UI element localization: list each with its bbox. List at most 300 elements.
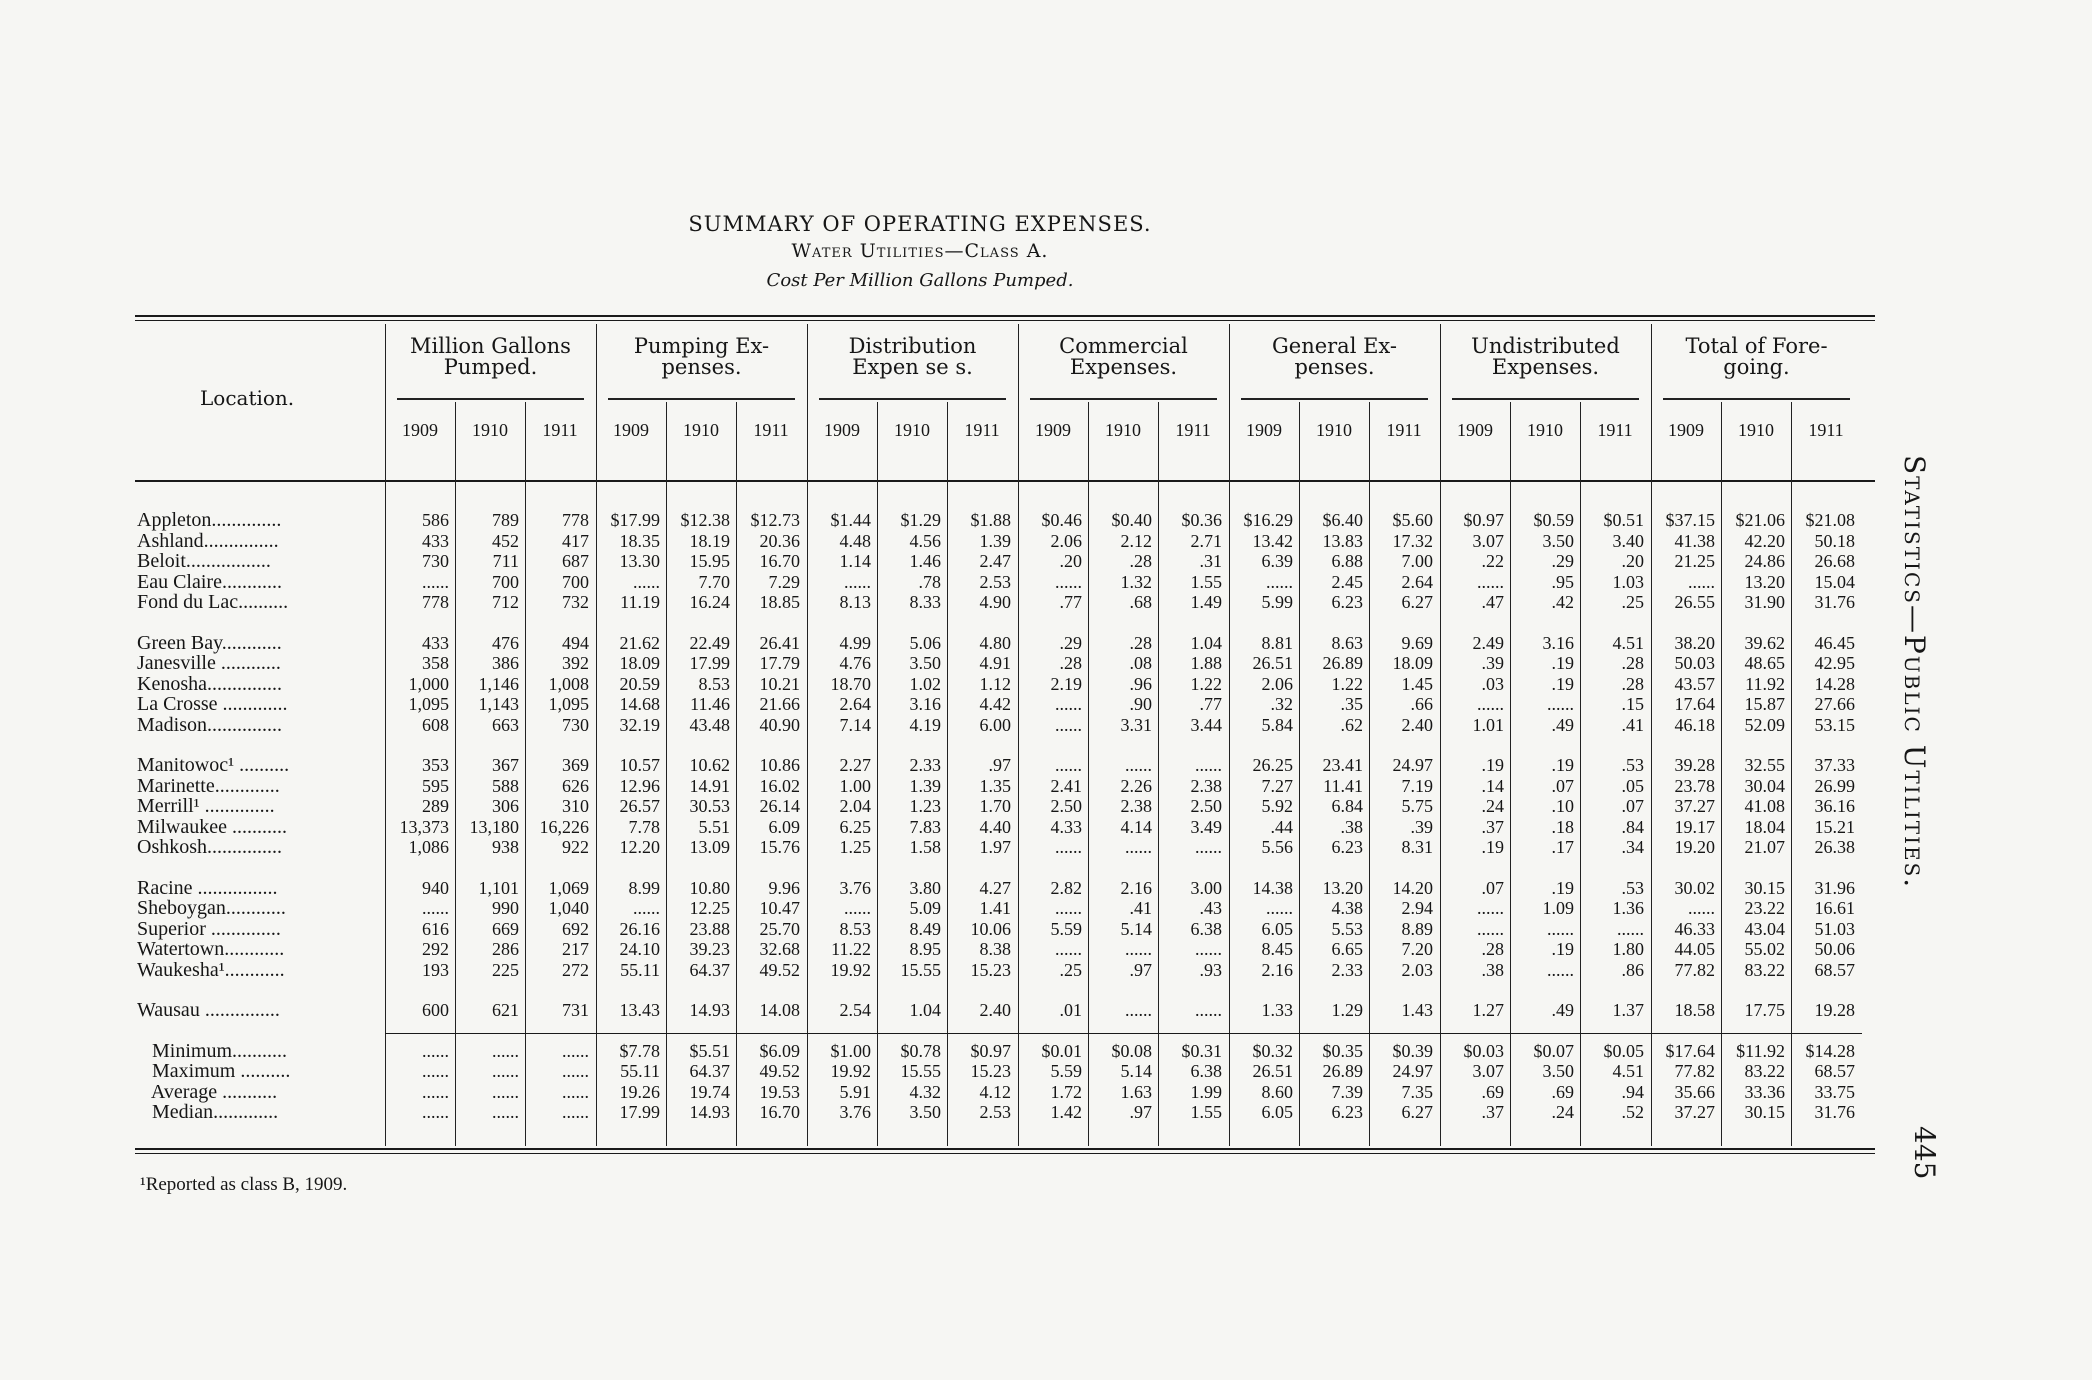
table-cell: 39.23 — [689, 939, 730, 959]
table-caption: Cost Per Million Gallons Pumped. — [766, 270, 1074, 291]
table-cell: .78 — [918, 571, 941, 592]
table-cell: 8.99 — [628, 877, 660, 898]
table-cell: 19.20 — [1674, 837, 1715, 857]
table-cell: 5.84 — [1261, 714, 1293, 735]
table-cell: 3.00 — [1190, 877, 1222, 898]
year-header: 1910 — [683, 420, 719, 440]
table-cell: .01 — [1059, 1000, 1082, 1020]
table-cell: 40.90 — [759, 714, 800, 735]
table-cell: 6.25 — [839, 816, 871, 837]
table-cell: 700 — [562, 571, 589, 592]
table-cell: .05 — [1621, 775, 1644, 796]
year-divider-line — [819, 398, 1006, 400]
table-cell: 7.35 — [1401, 1081, 1433, 1102]
table-cell: 1.80 — [1612, 939, 1644, 959]
table-cell: 1,069 — [548, 877, 589, 898]
table-cell: 2.06 — [1050, 530, 1082, 551]
table-cell: 13.83 — [1322, 530, 1363, 551]
year-column-divider — [1580, 402, 1581, 1146]
page-number: 445 — [1908, 1126, 1941, 1180]
table-cell: 14.93 — [689, 1102, 730, 1122]
table-cell: 12.20 — [619, 837, 660, 857]
table-cell: 669 — [492, 918, 519, 939]
table-cell: 392 — [562, 653, 589, 673]
table-cell: .19 — [1551, 653, 1574, 673]
year-header: 1911 — [1386, 420, 1422, 440]
table-cell: ...... — [1477, 918, 1504, 939]
table-cell: 8.63 — [1331, 632, 1363, 653]
table-cell: 2.12 — [1120, 530, 1152, 551]
table-cell: $16.29 — [1243, 510, 1293, 530]
table-cell: 46.45 — [1814, 632, 1855, 653]
table-cell: 711 — [492, 551, 519, 571]
table-cell: 18.19 — [689, 530, 730, 551]
table-cell: 1.58 — [909, 837, 941, 857]
table-cell: 353 — [422, 755, 449, 775]
table-cell: 1,000 — [408, 673, 449, 694]
table-cell: $37.15 — [1665, 510, 1715, 530]
table-cell: 26.99 — [1814, 775, 1855, 796]
table-cell: 8.31 — [1401, 837, 1433, 857]
table-cell: ...... — [1477, 898, 1504, 918]
table-cell: 15.04 — [1814, 571, 1855, 592]
table-cell: ...... — [1547, 959, 1574, 980]
table-cell: 68.57 — [1814, 959, 1855, 980]
table-cell: .20 — [1059, 551, 1082, 571]
column-group-header — [1445, 336, 1646, 378]
table-cell: 3.50 — [1542, 1061, 1574, 1081]
table-cell: .41 — [1621, 714, 1644, 735]
table-cell: 19.26 — [619, 1081, 660, 1102]
table-cell: 8.13 — [839, 592, 871, 612]
location-name: Ashland............... — [137, 529, 279, 552]
table-cell: 55.02 — [1744, 939, 1785, 959]
table-cell: 2.41 — [1050, 775, 1082, 796]
table-cell: 4.48 — [839, 530, 871, 551]
table-cell: 16.70 — [759, 551, 800, 571]
table-cell: $0.07 — [1533, 1040, 1574, 1061]
table-cell: .95 — [1551, 571, 1574, 592]
table-cell: 19.28 — [1814, 1000, 1855, 1020]
table-cell: 6.65 — [1331, 939, 1363, 959]
group-header-line: penses. — [1294, 355, 1375, 379]
table-cell: 1.04 — [909, 1000, 941, 1020]
table-cell: $0.32 — [1252, 1040, 1293, 1061]
summary-rule — [385, 1033, 1862, 1034]
table-cell: 16.70 — [759, 1102, 800, 1122]
table-cell: 8.38 — [979, 939, 1011, 959]
year-column-divider — [1299, 402, 1300, 1146]
table-cell: .19 — [1551, 673, 1574, 694]
table-cell: ...... — [1617, 918, 1644, 939]
table-cell: 1.36 — [1612, 898, 1644, 918]
table-cell: .28 — [1481, 939, 1504, 959]
year-header: 1909 — [613, 420, 649, 440]
table-cell: 24.86 — [1744, 551, 1785, 571]
table-cell: $5.51 — [689, 1040, 730, 1061]
table-cell: .44 — [1270, 816, 1293, 837]
table-cell: 8.60 — [1261, 1081, 1293, 1102]
table-cell: 4.32 — [909, 1081, 941, 1102]
table-cell: 1.45 — [1401, 673, 1433, 694]
table-cell: ...... — [1055, 939, 1082, 959]
group-divider — [807, 324, 808, 1146]
table-cell: .19 — [1551, 755, 1574, 775]
table-cell: 2.64 — [1401, 571, 1433, 592]
table-cell: .49 — [1551, 714, 1574, 735]
table-cell: 3.31 — [1120, 714, 1152, 735]
table-cell: 6.05 — [1261, 918, 1293, 939]
location-name: Racine ................ — [137, 876, 278, 899]
table-cell: $0.39 — [1392, 1040, 1433, 1061]
location-name: Watertown............ — [137, 938, 285, 960]
table-cell: ...... — [844, 571, 871, 592]
year-column-divider — [525, 402, 526, 1146]
column-group-header — [601, 336, 802, 378]
table-cell: ...... — [1055, 755, 1082, 775]
table-cell: .31 — [1199, 551, 1222, 571]
table-cell: $1.00 — [830, 1040, 871, 1061]
table-cell: .93 — [1199, 959, 1222, 980]
table-cell: ...... — [492, 1061, 519, 1081]
table-cell: 15.55 — [900, 959, 941, 980]
table-cell: 306 — [492, 796, 519, 816]
table-cell: $0.78 — [900, 1040, 941, 1061]
table-cell: 1.39 — [979, 530, 1011, 551]
table-cell: 8.81 — [1261, 632, 1293, 653]
table-cell: 11.41 — [1323, 775, 1363, 796]
table-cell: 7.19 — [1401, 775, 1433, 796]
table-cell: 2.53 — [979, 571, 1011, 592]
table-cell: 1.55 — [1190, 1102, 1222, 1122]
table-cell: 5.75 — [1401, 796, 1433, 816]
table-cell: .19 — [1551, 939, 1574, 959]
location-name: Merrill¹ .............. — [137, 795, 275, 817]
table-cell: 30.15 — [1744, 877, 1785, 898]
table-cell: 50.18 — [1814, 530, 1855, 551]
table-cell: 14.68 — [619, 694, 660, 714]
table-cell: ...... — [1688, 898, 1715, 918]
table-cell: 5.91 — [839, 1081, 871, 1102]
table-cell: 9.96 — [768, 877, 800, 898]
table-cell: 1.41 — [979, 898, 1011, 918]
table-cell: 3.07 — [1472, 530, 1504, 551]
table-cell: 5.99 — [1261, 592, 1293, 612]
table-cell: 3.40 — [1612, 530, 1644, 551]
year-header: 1910 — [1527, 420, 1563, 440]
table-cell: 77.82 — [1674, 1061, 1715, 1081]
table-cell: 42.95 — [1814, 653, 1855, 673]
table-cell: 1.09 — [1542, 898, 1574, 918]
location-name: Beloit................. — [137, 550, 271, 572]
table-cell: .14 — [1481, 775, 1504, 796]
year-header: 1909 — [1246, 420, 1282, 440]
table-cell: $12.73 — [750, 510, 800, 530]
table-cell: .19 — [1551, 877, 1574, 898]
table-cell: 13,373 — [399, 816, 449, 837]
bottom-rule — [135, 1148, 1875, 1150]
table-cell: $0.59 — [1533, 510, 1574, 530]
table-cell: ...... — [1547, 918, 1574, 939]
table-cell: 6.23 — [1331, 1102, 1363, 1122]
location-name: Kenosha............... — [137, 672, 282, 695]
year-column-divider — [1721, 402, 1722, 1146]
table-cell: 778 — [562, 510, 589, 530]
year-column-divider — [1088, 402, 1089, 1146]
table-cell: 13.09 — [689, 837, 730, 857]
table-cell: 588 — [492, 775, 519, 796]
page-title: SUMMARY OF OPERATING EXPENSES. — [688, 212, 1152, 236]
table-cell: 55.11 — [620, 959, 660, 980]
table-cell: 730 — [562, 714, 589, 735]
table-cell: 193 — [422, 959, 449, 980]
table-cell: 2.38 — [1190, 775, 1222, 796]
table-cell: 17.64 — [1674, 694, 1715, 714]
table-cell: 310 — [562, 796, 589, 816]
location-name: Sheboygan............ — [137, 897, 286, 919]
table-cell: 19.74 — [689, 1081, 730, 1102]
table-cell: 14.38 — [1252, 877, 1293, 898]
year-column-divider — [1510, 402, 1511, 1146]
table-cell: $17.64 — [1665, 1040, 1715, 1061]
year-divider-line — [1241, 398, 1428, 400]
table-cell: ...... — [492, 1102, 519, 1122]
table-cell: 1.39 — [909, 775, 941, 796]
table-cell: ...... — [492, 1081, 519, 1102]
year-column-divider — [877, 402, 878, 1146]
bottom-rule-2 — [135, 1153, 1875, 1154]
year-header: 1911 — [964, 420, 1000, 440]
table-cell: 417 — [562, 530, 589, 551]
table-cell: $7.78 — [619, 1040, 660, 1061]
location-name: Green Bay............ — [137, 631, 282, 654]
table-cell: ...... — [422, 898, 449, 918]
table-cell: 1,095 — [408, 694, 449, 714]
table-cell: 50.06 — [1814, 939, 1855, 959]
table-cell: .90 — [1129, 694, 1152, 714]
group-divider — [1229, 324, 1230, 1146]
year-column-divider — [1791, 402, 1792, 1146]
location-column-header: Location. — [200, 386, 295, 410]
table-cell: 4.27 — [979, 877, 1011, 898]
year-header: 1910 — [894, 420, 930, 440]
table-cell: 21.66 — [759, 694, 800, 714]
table-cell: .37 — [1481, 816, 1504, 837]
table-cell: 2.47 — [979, 551, 1011, 571]
location-name: Minimum........... — [137, 1039, 288, 1062]
table-cell: 272 — [562, 959, 589, 980]
table-cell: 586 — [422, 510, 449, 530]
table-cell: 1.23 — [909, 796, 941, 816]
table-cell: 217 — [562, 939, 589, 959]
table-cell: 2.27 — [839, 755, 871, 775]
table-cell: 15.76 — [759, 837, 800, 857]
column-group-header — [1234, 336, 1435, 378]
table-cell: 8.33 — [909, 592, 941, 612]
table-cell: ...... — [633, 898, 660, 918]
table-cell: .08 — [1129, 653, 1152, 673]
table-cell: .41 — [1129, 898, 1152, 918]
table-cell: 5.51 — [698, 816, 730, 837]
table-cell: 5.59 — [1050, 1061, 1082, 1081]
table-cell: .35 — [1340, 694, 1363, 714]
table-cell: 2.40 — [979, 1000, 1011, 1020]
table-cell: .86 — [1621, 959, 1644, 980]
table-cell: 7.78 — [628, 816, 660, 837]
table-cell: 64.37 — [689, 959, 730, 980]
table-cell: 730 — [422, 551, 449, 571]
table-cell: 7.27 — [1261, 775, 1293, 796]
table-cell: 20.59 — [619, 673, 660, 694]
group-header-line: Pumped. — [443, 355, 538, 379]
table-cell: 19.92 — [830, 1061, 871, 1081]
table-cell: 21.62 — [619, 632, 660, 653]
table-cell: 26.68 — [1814, 551, 1855, 571]
table-cell: 17.32 — [1392, 530, 1433, 551]
table-cell: 1,143 — [478, 694, 519, 714]
table-cell: .32 — [1270, 694, 1293, 714]
table-cell: 289 — [422, 796, 449, 816]
group-header-line: Million Gallons — [410, 334, 571, 358]
table-cell: ...... — [562, 1061, 589, 1081]
table-cell: 3.49 — [1190, 816, 1222, 837]
table-cell: 5.56 — [1261, 837, 1293, 857]
table-cell: 3.50 — [1542, 530, 1574, 551]
table-cell: 38.20 — [1674, 632, 1715, 653]
table-cell: 17.79 — [759, 653, 800, 673]
table-cell: ...... — [1195, 939, 1222, 959]
table-cell: ...... — [422, 1081, 449, 1102]
year-header: 1910 — [472, 420, 508, 440]
table-cell: .03 — [1481, 673, 1504, 694]
table-cell: 494 — [562, 632, 589, 653]
location-name: Appleton.............. — [137, 509, 282, 531]
table-cell: 3.76 — [839, 877, 871, 898]
table-cell: 31.96 — [1814, 877, 1855, 898]
table-cell: 6.38 — [1190, 1061, 1222, 1081]
table-cell: ...... — [422, 1102, 449, 1122]
table-cell: 600 — [422, 1000, 449, 1020]
table-cell: .53 — [1621, 877, 1644, 898]
table-cell: 46.33 — [1674, 918, 1715, 939]
table-cell: 2.94 — [1401, 898, 1433, 918]
table-cell: 15.23 — [970, 959, 1011, 980]
table-cell: 1,101 — [478, 877, 519, 898]
table-cell: .97 — [988, 755, 1011, 775]
table-cell: 49.52 — [759, 959, 800, 980]
table-cell: ...... — [1195, 837, 1222, 857]
table-cell: 990 — [492, 898, 519, 918]
table-cell: 4.56 — [909, 530, 941, 551]
table-cell: .62 — [1340, 714, 1363, 735]
table-cell: .69 — [1551, 1081, 1574, 1102]
table-cell: 5.14 — [1120, 918, 1152, 939]
table-cell: ...... — [1055, 694, 1082, 714]
table-cell: .49 — [1551, 1000, 1574, 1020]
table-cell: 1.55 — [1190, 571, 1222, 592]
table-cell: 1.42 — [1050, 1102, 1082, 1122]
table-cell: 43.57 — [1674, 673, 1715, 694]
table-cell: 2.33 — [1331, 959, 1363, 980]
table-cell: 1.46 — [909, 551, 941, 571]
table-cell: 35.66 — [1674, 1081, 1715, 1102]
table-cell: 1.70 — [979, 796, 1011, 816]
table-cell: 14.93 — [689, 1000, 730, 1020]
table-cell: 8.95 — [909, 939, 941, 959]
table-cell: $17.99 — [610, 510, 660, 530]
group-divider — [1018, 324, 1019, 1146]
table-cell: 41.08 — [1744, 796, 1785, 816]
table-cell: 19.92 — [830, 959, 871, 980]
table-cell: 83.22 — [1744, 959, 1785, 980]
table-cell: 1,040 — [548, 898, 589, 918]
year-header: 1911 — [753, 420, 789, 440]
table-cell: 4.12 — [979, 1081, 1011, 1102]
table-cell: .07 — [1551, 775, 1574, 796]
table-cell: 8.49 — [909, 918, 941, 939]
table-cell: 32.68 — [759, 939, 800, 959]
table-cell: 4.40 — [979, 816, 1011, 837]
table-cell: .39 — [1410, 816, 1433, 837]
table-cell: .29 — [1059, 632, 1082, 653]
table-cell: 4.42 — [979, 694, 1011, 714]
table-cell: 1.72 — [1050, 1081, 1082, 1102]
table-cell: ...... — [1195, 755, 1222, 775]
table-cell: 18.09 — [619, 653, 660, 673]
year-header: 1909 — [402, 420, 438, 440]
table-cell: 77.82 — [1674, 959, 1715, 980]
table-cell: 2.19 — [1050, 673, 1082, 694]
table-cell: 2.40 — [1401, 714, 1433, 735]
table-cell: 32.19 — [619, 714, 660, 735]
table-cell: 4.99 — [839, 632, 871, 653]
table-cell: 36.16 — [1814, 796, 1855, 816]
table-cell: 3.76 — [839, 1102, 871, 1122]
table-cell: 6.23 — [1331, 592, 1363, 612]
table-cell: ...... — [422, 571, 449, 592]
year-divider-line — [1663, 398, 1850, 400]
location-name: Milwaukee ........... — [137, 815, 287, 838]
column-group-header — [812, 336, 1013, 378]
table-cell: 4.80 — [979, 632, 1011, 653]
table-cell: 18.85 — [759, 592, 800, 612]
table-cell: 18.04 — [1744, 816, 1785, 837]
table-cell: ...... — [1055, 837, 1082, 857]
table-cell: 1.12 — [979, 673, 1011, 694]
table-cell: .20 — [1621, 551, 1644, 571]
table-cell: 11.92 — [1745, 673, 1785, 694]
table-cell: 1.04 — [1190, 632, 1222, 653]
table-cell: 10.86 — [759, 755, 800, 775]
table-cell: 26.14 — [759, 796, 800, 816]
table-cell: 10.06 — [970, 918, 1011, 939]
table-cell: .28 — [1059, 653, 1082, 673]
year-header: 1909 — [824, 420, 860, 440]
table-cell: $1.44 — [830, 510, 871, 530]
table-cell: 692 — [562, 918, 589, 939]
location-name: La Crosse ............. — [137, 693, 288, 715]
table-cell: 39.62 — [1744, 632, 1785, 653]
table-cell: 24.10 — [619, 939, 660, 959]
table-cell: 19.17 — [1674, 816, 1715, 837]
table-cell: 4.51 — [1612, 1061, 1644, 1081]
table-cell: 37.27 — [1674, 796, 1715, 816]
table-cell: 16.61 — [1814, 898, 1855, 918]
table-cell: 4.19 — [909, 714, 941, 735]
group-divider — [1440, 324, 1441, 1146]
location-name: Wausau ............... — [137, 999, 280, 1021]
table-cell: 7.29 — [768, 571, 800, 592]
